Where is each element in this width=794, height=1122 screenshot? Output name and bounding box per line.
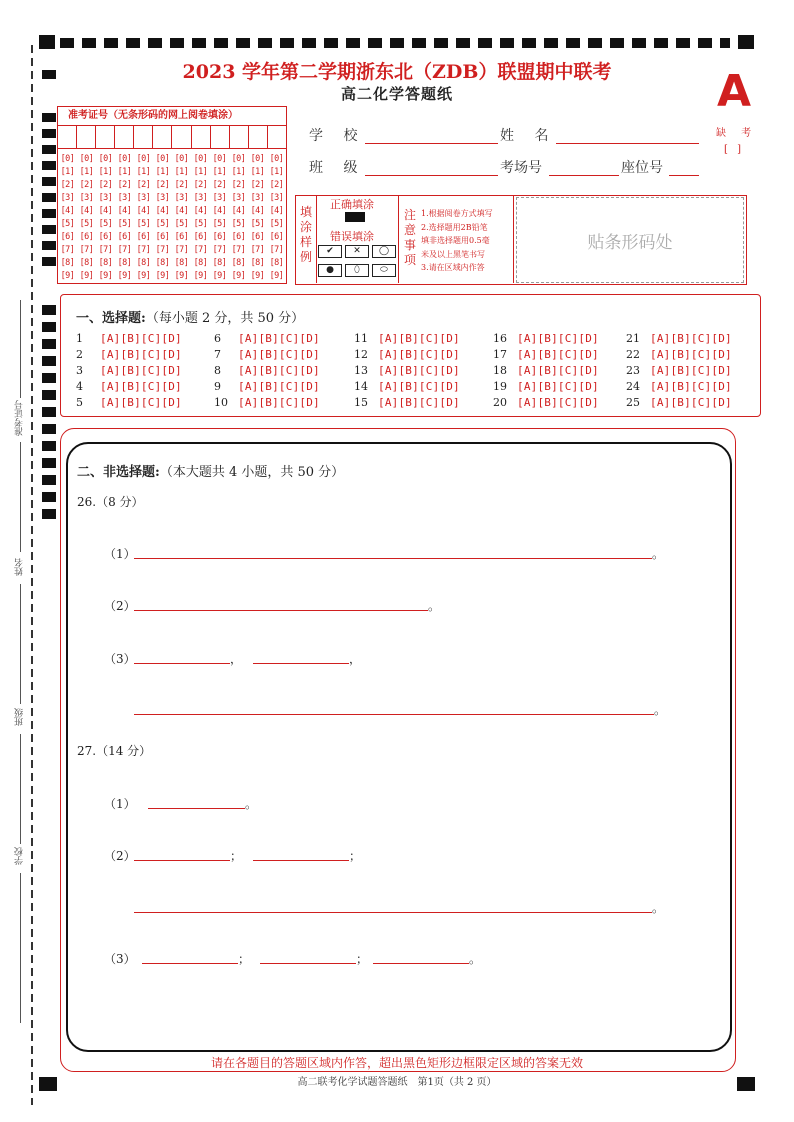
q26-part3-answer-a[interactable] [134,663,230,664]
mc-question-number: 20 [493,396,507,409]
id-digit-bubble[interactable]: [3] [98,193,113,203]
mc-title-text: 一、选择题: [76,311,146,326]
q26-part2-answer[interactable] [134,610,428,611]
absent-checkbox[interactable]: [ ] [724,144,744,155]
id-digit-column[interactable] [115,153,134,283]
q26-part1-answer[interactable] [134,558,652,559]
id-digit-bubble[interactable]: [3] [250,193,265,203]
q26-part3-answer-b[interactable] [253,663,349,664]
name-label: 姓 名 [500,128,557,144]
mc-question-number: 25 [626,396,640,409]
id-digit-bubble[interactable]: [8] [231,258,246,268]
id-digit-bubble[interactable]: [0] [60,154,75,164]
id-digit-bubble[interactable]: [8] [269,258,284,268]
id-digit-bubble[interactable]: [3] [117,193,132,203]
semicolon: ； [230,849,243,863]
admission-id-bubble-grid[interactable] [58,149,286,283]
mc-question-number: 23 [626,364,640,377]
id-digit-bubble[interactable]: [7] [98,245,113,255]
id-digit-bubble[interactable]: [9] [155,271,170,281]
mc-question-number: 1 [76,332,83,345]
id-digit-bubble[interactable]: [5] [231,219,246,229]
id-digit-bubble[interactable]: [6] [155,232,170,242]
id-digit-bubble[interactable]: [4] [231,206,246,216]
id-digit-bubble[interactable]: [1] [269,167,284,177]
id-digit-bubble[interactable]: [6] [212,232,227,242]
q26-part1-label: （1） [104,547,136,561]
id-digit-bubble[interactable]: [6] [193,232,208,242]
admission-id-write-cells[interactable] [58,126,286,149]
q26-part2-label: （2） [104,599,136,613]
id-digit-column[interactable] [267,153,286,283]
id-digit-bubble[interactable]: [3] [79,193,94,203]
name-field[interactable] [556,143,699,144]
id-digit-bubble[interactable]: [5] [212,219,227,229]
id-digit-bubble[interactable]: [0] [250,154,265,164]
id-digit-bubble[interactable]: [1] [79,167,94,177]
mc-option-bubbles[interactable]: [A][B][C][D] [517,380,599,393]
id-digit-bubble[interactable]: [5] [155,219,170,229]
mc-question-number: 4 [76,380,83,393]
answer-area-warning: 请在各题目的答题区域内作答，超出黑色矩形边框限定区域的答案无效 [210,1056,583,1070]
period: 。 [469,952,482,966]
correct-fill-label: 正确填涂 [330,198,374,211]
id-digit-bubble[interactable]: [1] [60,167,75,177]
id-digit-bubble[interactable]: [0] [231,154,246,164]
id-digit-bubble[interactable]: [6] [79,232,94,242]
side-label-name: 姓名 [15,558,25,576]
id-digit-bubble[interactable]: [5] [269,219,284,229]
id-digit-bubble[interactable]: [4] [117,206,132,216]
mc-question-number: 5 [76,396,83,409]
q27-part2-answer-c[interactable] [134,912,652,913]
mc-option-bubbles[interactable]: [A][B][C][D] [517,348,599,361]
id-digit-bubble[interactable]: [2] [155,180,170,190]
exam-room-field[interactable] [549,175,619,176]
mc-option-bubbles[interactable]: [A][B][C][D] [517,332,599,345]
id-digit-bubble[interactable]: [2] [174,180,189,190]
id-digit-bubble[interactable]: [5] [79,219,94,229]
id-digit-bubble[interactable]: [0] [193,154,208,164]
cross-mark-icon: ✕ [345,245,369,258]
id-digit-bubble[interactable]: [5] [174,219,189,229]
id-digit-column[interactable] [96,153,115,283]
q27-part3-answer-b[interactable] [260,963,356,964]
mc-option-bubbles[interactable]: [A][B][C][D] [238,364,320,377]
question-26-header: 26.（8 分） [77,495,144,509]
mc-option-bubbles[interactable]: [A][B][C][D] [238,396,320,409]
circle-mark-icon: ◯ [372,245,396,258]
semicolon: ； [238,952,251,966]
exam-title: 2023 学年第二学期浙东北（ZDB）联盟期中联考 [182,61,612,83]
id-digit-bubble[interactable]: [4] [79,206,94,216]
id-digit-bubble[interactable]: [7] [117,245,132,255]
semicolon: ； [349,849,362,863]
mc-question-number: 7 [214,348,221,361]
mc-option-bubbles[interactable]: [A][B][C][D] [650,364,732,377]
id-digit-column[interactable] [58,153,77,283]
id-digit-bubble[interactable]: [6] [98,232,113,242]
id-digit-bubble[interactable]: [3] [269,193,284,203]
dot-mark-icon: ● [318,264,342,277]
id-digit-bubble[interactable]: [8] [60,258,75,268]
corner-mark-top-right [738,35,754,49]
id-digit-bubble[interactable]: [7] [79,245,94,255]
id-digit-bubble[interactable]: [7] [60,245,75,255]
id-digit-bubble[interactable]: [4] [250,206,265,216]
id-digit-bubble[interactable]: [9] [250,271,265,281]
id-digit-bubble[interactable]: [9] [231,271,246,281]
id-digit-bubble[interactable]: [5] [136,219,151,229]
id-digit-bubble[interactable]: [1] [155,167,170,177]
id-digit-bubble[interactable]: [0] [269,154,284,164]
mc-option-bubbles[interactable]: [A][B][C][D] [650,380,732,393]
school-label: 学 校 [309,128,366,144]
id-digit-column[interactable] [134,153,153,283]
id-digit-bubble[interactable]: [1] [98,167,113,177]
id-digit-bubble[interactable]: [3] [136,193,151,203]
mc-option-bubbles[interactable]: [A][B][C][D] [100,348,182,361]
id-digit-bubble[interactable]: [1] [136,167,151,177]
left-cut-line [31,45,33,1105]
wrong-fill-label: 错误填涂 [330,230,374,243]
id-digit-bubble[interactable]: [7] [174,245,189,255]
id-digit-bubble[interactable]: [9] [269,271,284,281]
id-digit-bubble[interactable]: [4] [136,206,151,216]
barcode-area: 贴条形码处 [516,197,744,283]
mc-option-bubbles[interactable]: [A][B][C][D] [650,332,732,345]
id-digit-bubble[interactable]: [2] [231,180,246,190]
note-line: 2.选择题用2B铅笔 [421,222,488,232]
q27-part2-label: （2） [104,849,136,863]
id-digit-bubble[interactable]: [7] [193,245,208,255]
mc-option-bubbles[interactable]: [A][B][C][D] [378,332,460,345]
non-choice-desc: （本大题共 4 小题，共 50 分） [159,465,345,480]
id-digit-bubble[interactable]: [8] [155,258,170,268]
divider [316,195,317,283]
side-line-class [20,734,21,844]
q27-part2-answer-b[interactable] [253,860,349,861]
id-digit-bubble[interactable]: [8] [136,258,151,268]
id-digit-bubble[interactable]: [2] [60,180,75,190]
id-digit-bubble[interactable]: [8] [79,258,94,268]
id-digit-bubble[interactable]: [9] [60,271,75,281]
id-digit-bubble[interactable]: [1] [250,167,265,177]
id-digit-bubble[interactable]: [7] [155,245,170,255]
fill-sample-label: 填涂样例 [300,205,313,264]
id-digit-bubble[interactable]: [3] [174,193,189,203]
id-digit-bubble[interactable]: [2] [193,180,208,190]
mc-option-bubbles[interactable]: [A][B][C][D] [100,364,182,377]
id-digit-bubble[interactable]: [1] [174,167,189,177]
id-digit-bubble[interactable]: [9] [79,271,94,281]
period: 。 [652,547,665,561]
side-line-ticket [20,300,21,398]
id-digit-bubble[interactable]: [5] [117,219,132,229]
q27-part3-label: （3） [104,952,136,966]
id-digit-bubble[interactable]: [7] [136,245,151,255]
class-label: 班 级 [309,160,366,176]
multiple-choice-title [76,307,304,326]
mc-desc: （每小题 2 分，共 50 分） [145,311,305,326]
mc-question-number: 3 [76,364,83,377]
mc-option-bubbles[interactable]: [A][B][C][D] [238,380,320,393]
id-digit-bubble[interactable]: [3] [212,193,227,203]
id-digit-bubble[interactable]: [4] [60,206,75,216]
period: 。 [652,901,665,915]
notes-text [421,207,513,275]
id-digit-bubble[interactable]: [2] [136,180,151,190]
mc-option-bubbles[interactable]: [A][B][C][D] [100,380,182,393]
id-digit-bubble[interactable]: [6] [250,232,265,242]
mc-option-bubbles[interactable]: [A][B][C][D] [378,364,460,377]
ellipse-mark-icon: ⬭ [372,264,396,277]
id-digit-bubble[interactable]: [1] [231,167,246,177]
mc-option-bubbles[interactable]: [A][B][C][D] [238,348,320,361]
id-digit-bubble[interactable]: [8] [117,258,132,268]
id-digit-bubble[interactable]: [4] [98,206,113,216]
divider [398,195,399,283]
mc-option-bubbles[interactable]: [A][B][C][D] [517,364,599,377]
id-digit-bubble[interactable]: [2] [79,180,94,190]
id-digit-bubble[interactable]: [2] [269,180,284,190]
id-digit-bubble[interactable]: [7] [231,245,246,255]
period: 。 [654,703,667,717]
mc-question-number: 17 [493,348,507,361]
id-digit-bubble[interactable]: [8] [98,258,113,268]
q26-part3-answer-c[interactable] [134,714,654,715]
mc-question-number: 6 [214,332,221,345]
id-digit-bubble[interactable]: [4] [212,206,227,216]
id-digit-bubble[interactable]: [9] [98,271,113,281]
mc-question-number: 18 [493,364,507,377]
note-line: 填非选择题用0.5毫 [421,236,490,245]
id-digit-bubble[interactable]: [4] [269,206,284,216]
mc-question-number: 15 [354,396,368,409]
id-digit-bubble[interactable]: [7] [212,245,227,255]
mc-question-number: 2 [76,348,83,361]
q26-part3-label: （3） [104,652,136,666]
id-digit-column[interactable] [77,153,96,283]
note-line: 3.请在区域内作答 [421,263,485,272]
q27-part1-answer[interactable] [148,808,245,809]
id-digit-bubble[interactable]: [6] [117,232,132,242]
id-digit-bubble[interactable]: [9] [136,271,151,281]
id-digit-bubble[interactable]: [7] [269,245,284,255]
period: 。 [245,797,258,811]
exam-room-label: 考场号 [500,160,542,176]
id-digit-bubble[interactable]: [8] [193,258,208,268]
left-timing-marks-upper [42,113,56,273]
id-digit-bubble[interactable]: [5] [60,219,75,229]
q27-part3-answer-c[interactable] [373,963,469,964]
mc-option-bubbles[interactable]: [A][B][C][D] [650,348,732,361]
mc-option-bubbles[interactable]: [A][B][C][D] [378,348,460,361]
id-digit-bubble[interactable]: [4] [155,206,170,216]
side-label-ticket: 准考证号 [15,400,25,436]
id-digit-bubble[interactable]: [0] [79,154,94,164]
check-mark-icon: ✔ [318,245,342,258]
mc-question-number: 19 [493,380,507,393]
id-digit-column[interactable] [191,153,210,283]
id-digit-bubble[interactable]: [2] [117,180,132,190]
mc-question-number: 10 [214,396,228,409]
oval-mark-icon: ⬯ [345,264,369,277]
id-digit-bubble[interactable]: [5] [98,219,113,229]
mc-question-number: 14 [354,380,368,393]
id-digit-bubble[interactable]: [8] [174,258,189,268]
seat-label: 座位号 [621,160,663,176]
non-choice-title-text: 二、非选择题: [77,465,160,480]
top-timing-track [60,38,730,48]
side-line-school [20,873,21,1023]
side-line-ticket-2 [20,442,21,552]
mc-option-bubbles[interactable]: [A][B][C][D] [100,332,182,345]
version-mark: A [717,66,752,117]
id-digit-bubble[interactable]: [6] [231,232,246,242]
mc-question-number: 11 [354,332,368,345]
id-digit-bubble[interactable]: [0] [98,154,113,164]
id-digit-bubble[interactable]: [2] [98,180,113,190]
mc-option-bubbles[interactable]: [A][B][C][D] [517,396,599,409]
answer-area-inner-border [66,442,732,1052]
seat-field[interactable] [669,175,699,176]
q27-part1-label: （1） [104,797,136,811]
id-digit-bubble[interactable]: [8] [250,258,265,268]
id-digit-bubble[interactable]: [8] [212,258,227,268]
mc-question-number: 24 [626,380,640,393]
period: 。 [428,599,441,613]
id-digit-bubble[interactable]: [0] [212,154,227,164]
id-digit-column[interactable] [248,153,267,283]
mc-question-number: 13 [354,364,368,377]
id-digit-bubble[interactable]: [6] [174,232,189,242]
question-27-header: 27.（14 分） [77,744,152,758]
mc-question-number: 9 [214,380,221,393]
mc-question-number: 12 [354,348,368,361]
id-digit-bubble[interactable]: [3] [231,193,246,203]
id-digit-bubble[interactable]: [7] [250,245,265,255]
mc-option-bubbles[interactable]: [A][B][C][D] [100,396,182,409]
id-digit-bubble[interactable]: [0] [136,154,151,164]
mc-option-bubbles[interactable]: [A][B][C][D] [238,332,320,345]
absent-label: 缺 考 [716,128,758,139]
mc-option-bubbles[interactable]: [A][B][C][D] [378,396,460,409]
id-digit-bubble[interactable]: [2] [212,180,227,190]
id-digit-bubble[interactable]: [9] [174,271,189,281]
id-digit-bubble[interactable]: [5] [193,219,208,229]
id-digit-column[interactable] [229,153,248,283]
divider [513,195,514,283]
id-digit-bubble[interactable]: [6] [136,232,151,242]
class-field[interactable] [365,175,498,176]
non-choice-title [77,461,344,480]
id-digit-column[interactable] [153,153,172,283]
id-digit-bubble[interactable]: [0] [117,154,132,164]
id-digit-bubble[interactable]: [1] [212,167,227,177]
id-digit-column[interactable] [210,153,229,283]
side-label-school: 学校 [15,847,25,865]
id-digit-bubble[interactable]: [2] [250,180,265,190]
admission-id-box [57,106,287,284]
comma: ， [230,652,243,666]
id-digit-bubble[interactable]: [3] [60,193,75,203]
comma: ， [349,652,362,666]
corner-mark-top-left [39,35,55,49]
mc-question-number: 21 [626,332,640,345]
mc-question-number: 16 [493,332,507,345]
left-timing-marks-lower [42,305,56,526]
id-digit-bubble[interactable]: [4] [193,206,208,216]
correct-fill-example [345,212,365,222]
id-digit-bubble[interactable]: [9] [212,271,227,281]
id-digit-bubble[interactable]: [6] [60,232,75,242]
page-footer: 高二联考化学试题答题纸 第1页（共 2 页） [297,1077,497,1088]
id-digit-bubble[interactable]: [5] [250,219,265,229]
id-digit-column[interactable] [172,153,191,283]
side-label-class: 班级 [15,708,25,726]
id-digit-bubble[interactable]: [6] [269,232,284,242]
id-digit-bubble[interactable]: [0] [174,154,189,164]
id-digit-bubble[interactable]: [9] [193,271,208,281]
q27-part3-answer-a[interactable] [142,963,238,964]
note-line: 1.根据阅卷方式填写 [421,209,493,218]
id-digit-bubble[interactable]: [3] [193,193,208,203]
notes-label: 注意事项 [404,208,417,267]
q27-part2-answer-a[interactable] [134,860,230,861]
school-field[interactable] [365,143,498,144]
mc-question-number: 8 [214,364,221,377]
id-digit-bubble[interactable]: [3] [155,193,170,203]
answer-sheet-subtitle: 高二化学答题纸 [340,85,453,103]
note-line: 米及以上黑笔书写 [421,249,485,259]
side-line-name [20,584,21,704]
mc-option-bubbles[interactable]: [A][B][C][D] [378,380,460,393]
id-digit-bubble[interactable]: [0] [155,154,170,164]
id-digit-bubble[interactable]: [1] [193,167,208,177]
id-digit-bubble[interactable]: [1] [117,167,132,177]
id-digit-bubble[interactable]: [9] [117,271,132,281]
id-digit-bubble[interactable]: [4] [174,206,189,216]
admission-id-title: 准考证号（无条形码的网上阅卷填涂） [58,107,286,126]
mc-option-bubbles[interactable]: [A][B][C][D] [650,396,732,409]
semicolon: ； [356,952,369,966]
mc-question-number: 22 [626,348,640,361]
